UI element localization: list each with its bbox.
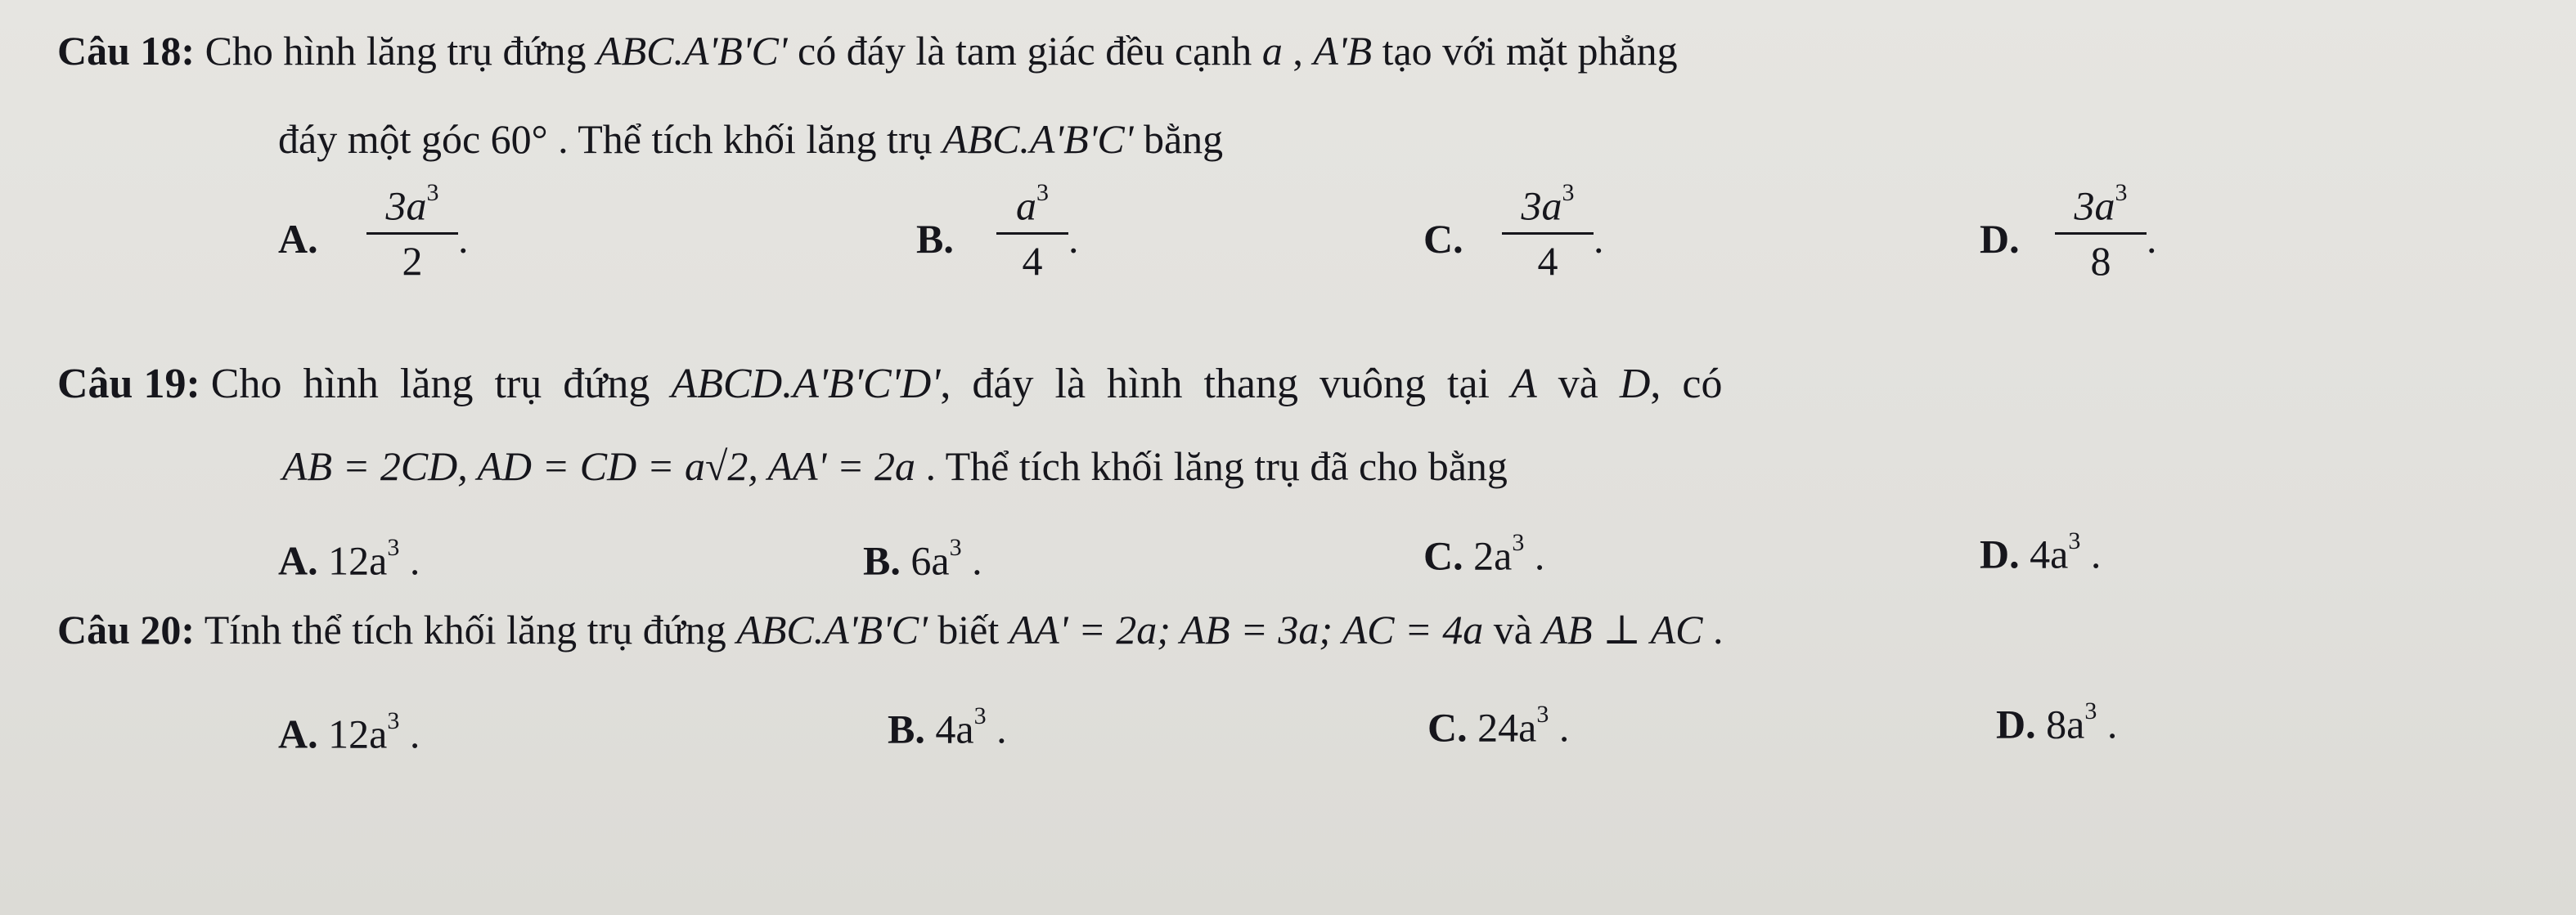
q19-text: . Thể tích khối lăng trụ đã cho bằng — [925, 443, 1508, 489]
q18-line2 — [278, 114, 1223, 164]
q20-text: biết — [937, 607, 1009, 653]
fraction-bar — [996, 232, 1068, 235]
fraction-bar — [1502, 232, 1594, 235]
q19-text: , đáy là hình thang vuông tại — [940, 361, 1511, 407]
exponent: 3 — [2068, 527, 2081, 554]
numerator: 3a — [1521, 182, 1562, 229]
option-label: D. — [1996, 701, 2036, 747]
option-tail: . — [1068, 216, 1079, 262]
option-tail: . — [458, 216, 469, 262]
q19-line2 — [282, 442, 1508, 491]
q18-line1 — [57, 26, 1678, 75]
option-label: C. — [1427, 704, 1468, 751]
option-label: C. — [1423, 216, 1463, 262]
option-tail: . — [986, 706, 1007, 752]
option-tail: . — [399, 711, 420, 757]
fraction — [1502, 173, 1594, 285]
option-label: D. — [1980, 216, 2020, 262]
q20-prism: ABC.A'B'C' — [736, 607, 928, 653]
exponent: 3 — [949, 534, 962, 561]
option-value: 8a — [2046, 701, 2085, 747]
fraction — [366, 173, 458, 285]
option-tail: . — [961, 537, 982, 584]
option-tail: . — [2147, 216, 2157, 262]
q18-text: có đáy là tam giác đều cạnh — [798, 28, 1262, 74]
q19-prism: ABCD.A'B'C'D' — [671, 361, 941, 407]
fraction — [996, 173, 1068, 285]
option-label: B. — [888, 706, 925, 752]
exponent: 3 — [426, 179, 439, 206]
q19-text: và — [1536, 361, 1620, 407]
denominator: 4 — [1537, 237, 1558, 284]
option-label: A. — [278, 537, 318, 584]
q20-text: và — [1493, 607, 1543, 653]
option-label: B. — [916, 216, 954, 262]
q18-text: tạo với mặt phẳng — [1382, 28, 1678, 74]
q18-text: , — [1292, 28, 1314, 74]
option-tail: . — [1594, 216, 1604, 262]
q19-vertex-d: D — [1619, 361, 1651, 407]
option-label: D. — [1980, 531, 2020, 577]
option-tail: . — [1524, 532, 1545, 579]
option-label: A. — [278, 216, 318, 262]
option-value: 4a — [935, 706, 974, 752]
q20-perpendicular: AB ⊥ AC — [1542, 607, 1703, 653]
q20-text: . — [1713, 607, 1724, 653]
exponent: 3 — [387, 707, 400, 734]
q18-label: Câu 18: — [57, 28, 196, 74]
option-value: 24a — [1477, 704, 1537, 751]
exponent: 3 — [1536, 701, 1549, 728]
exponent: 3 — [1562, 179, 1575, 206]
exponent: 3 — [387, 534, 400, 561]
option-tail: . — [2080, 531, 2102, 577]
q20-text: Tính thể tích khối lăng trụ đứng — [204, 607, 737, 653]
fraction-bar — [2055, 232, 2147, 235]
exponent: 3 — [1512, 529, 1525, 556]
option-label: C. — [1423, 532, 1463, 579]
option-value: 12a — [328, 711, 388, 757]
q18-text: . Thể tích khối lăng trụ — [558, 116, 942, 162]
denominator: 4 — [1022, 237, 1043, 284]
fraction — [2055, 173, 2147, 285]
q20-label: Câu 20: — [57, 607, 196, 653]
q18-angle: 60° — [490, 116, 548, 162]
exponent: 3 — [2084, 697, 2097, 724]
denominator: 8 — [2090, 237, 2111, 284]
option-value: 4a — [2030, 531, 2069, 577]
q19-text: , có — [1650, 361, 1723, 407]
q18-text: bằng — [1143, 116, 1224, 162]
exponent: 3 — [2115, 179, 2128, 206]
q19-text: Cho hình lăng trụ đứng — [210, 361, 672, 407]
fraction-bar — [366, 232, 458, 235]
exponent: 3 — [1036, 179, 1049, 206]
denominator: 2 — [402, 237, 423, 284]
q18-prism: ABC.A'B'C' — [596, 28, 788, 74]
q18-text: đáy một góc — [278, 116, 491, 162]
option-label: B. — [863, 537, 901, 584]
option-tail: . — [399, 537, 420, 584]
option-value: 2a — [1473, 532, 1513, 579]
option-value: 6a — [910, 537, 950, 584]
q18-segment: A'B — [1313, 28, 1373, 74]
q20-condition: AA' = 2a; AB = 3a; AC = 4a — [1009, 607, 1484, 653]
q19-vertex-a: A — [1510, 361, 1537, 407]
q19-line1 — [57, 360, 1723, 409]
q20-line1 — [57, 605, 1724, 654]
q18-text: Cho hình lăng trụ đứng — [205, 28, 597, 74]
q19-label: Câu 19: — [57, 361, 200, 407]
option-tail: . — [1549, 704, 1570, 751]
q18-var-a: a — [1261, 28, 1283, 74]
q18-prism: ABC.A'B'C' — [942, 116, 1134, 162]
option-label: A. — [278, 711, 318, 757]
numerator: a — [1016, 182, 1036, 229]
numerator: 3a — [2074, 182, 2115, 229]
q19-condition: AB = 2CD, AD = CD = a√2, AA' = 2a — [282, 443, 916, 489]
numerator: 3a — [385, 182, 427, 229]
option-value: 12a — [328, 537, 388, 584]
exponent: 3 — [973, 702, 987, 729]
option-tail: . — [2097, 701, 2118, 747]
